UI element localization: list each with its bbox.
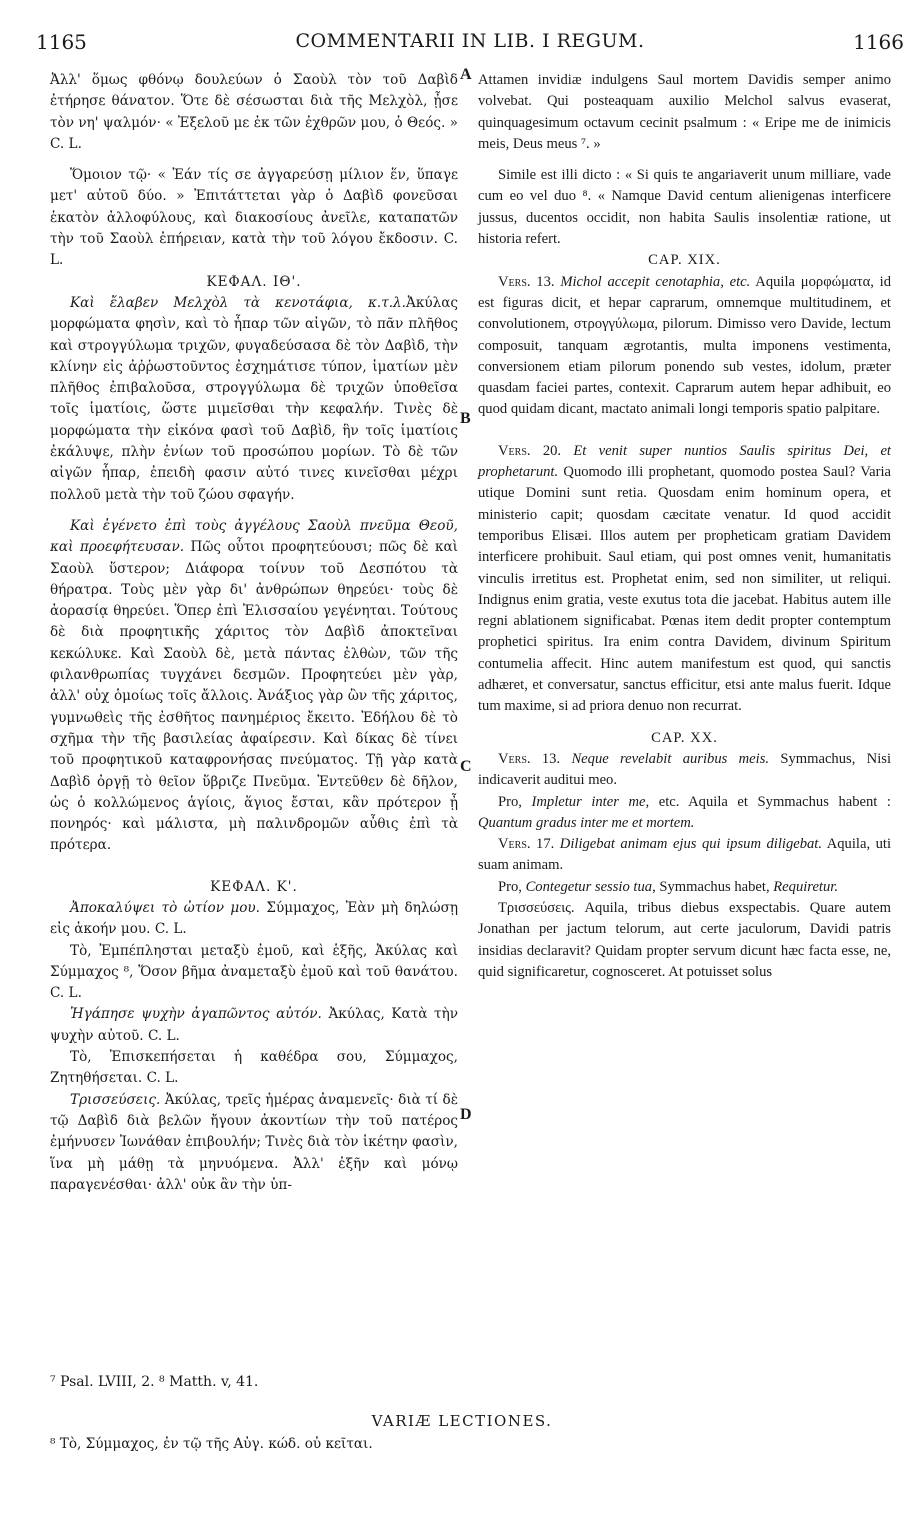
chapter-heading: CAP. XIX. — [648, 252, 721, 269]
verse-ref: Vers. 13. — [498, 750, 561, 767]
pro-label: Pro, — [498, 878, 522, 895]
lemma: Impletur inter me, — [531, 793, 650, 810]
commentary-text: Πῶς οὗτοι προφητεύουσι; πῶς δὲ καὶ Σαοὺλ ὕστερον; Διάφορα τοίνυν τοῦ Δεσπότου τὰ θήρατρα. Τοὺς μὲν γὰρ δι' ἀνθρώπων θηρεύει· τοὺς δὲ ἀορασίᾳ θηρεύει. Ὅπερ ἐπὶ Ἐλισσαίου γεγένηται. Τούτους δὲ διὰ προφητικῆς χάριτος τὸν Δαβὶδ ἀποκτεῖναι κεκώλυκε. Καὶ Σαοὺλ δὲ, μετὰ πάντας ἐλθὼν, τῶν τῆς φιλανθρωπίας τυγχάνει δεσμῶν. Προφητεύει μὲν γὰρ, ἀλλ' οὐχ ὁμοίως τοῖς ἄλλοις. Ἀνάξιος γὰρ ὢν τῆς χάριτος, γυμνωθεὶς τῆς ἐσθῆτος πανημέριος ἔκειτο. Ἐδήλου δὲ τὸ σχῆμα τὴν τῆς βασιλείας ἀφαίρεσιν. Καὶ δίκας δὲ τίνει τοῦ προφητικοῦ καταφρονήσας πνεύματος. Τῇ γὰρ κατὰ Δαβὶδ ὀργῇ τὸ θεῖον ὕβριζε Πνεῦμα. Ἐντεῦθεν δὲ δῆλον, ὡς ὁ κολλώμενος ἁγίοις, ἅγιος ἔσται, κἂν πρότερον ᾖ πονηρός· καὶ μάλιστα, μὴ παλινδρομῶν αὖθις ἐπὶ τὰ πρότερα. — [50, 539, 459, 854]
variae-lectiones-heading: VARIÆ LECTIONES. — [371, 1412, 553, 1430]
greek-paragraph: Τὸ, Ἐμπέπλησται μεταξὺ ἐμοῦ, καὶ ἑξῆς, Ἀκύλας καὶ Σύμμαχος ⁸, Ὅσον βῆμα ἀναμεταξὺ ἐμοῦ καὶ τοῦ θανάτου. C. L. — [50, 942, 458, 1002]
verse-ref: Vers. 13. — [498, 273, 555, 290]
lemma: Καὶ ἔλαβεν Μελχὸλ τὰ κενοτάφια, κ.τ.λ. — [70, 294, 406, 311]
lemma: Diligebat animam ejus qui ipsum diligebat. — [559, 836, 823, 853]
lemma: Τρισσεύσεις. — [70, 1091, 161, 1108]
commentary-text: Ἀκύλας, τρεῖς ἡμέρας ἀναμενεῖς· διὰ τί δὲ τῷ Δαβὶδ διὰ βελῶν ἤγουν ἀκοντίων τὴν τοῦ πατέρος ἐμήνυσεν Ἰωνάθαν ἐπιβουλήν; Τινὲς διὰ τὸν ἱκέτην φασὶν, ἵνα μὴ μάθῃ τὰ μηνυόμενα. Ἀλλ' ἐξῆν καὶ μόνῳ παραγενέσθαι· ἀλλ' οὐκ ἂν τὴν ὑπ- — [50, 1091, 458, 1193]
chapter-heading: ΚΕΦΑΛ. ΙΘ'. — [206, 273, 302, 290]
chapter-heading: ΚΕΦΑΛ. Κ'. — [210, 878, 298, 895]
latin-paragraph — [478, 272, 891, 421]
lemma: Quantum gradus inter me et mortem. — [478, 814, 695, 831]
latin-paragraph: Attamen invidiæ indulgens Saul mortem Davidis semper animo volvebat. Qui posteaquam auxilio Melchol salvus evaserat, quinquagesimum octavum cecinit psalmum : « Eripe me de inimicis meis, Deus meus ⁷. » — [478, 72, 891, 152]
latin-paragraph: Simile est illi dicto : « Si quis te angariaverit unum milliare, vade cum eo vel duo ⁸. « Namque David centum alienigenas interficere jussus, ducentos occidit, non habita Saulis insolentiæ ratione, ut historia refert. — [478, 167, 891, 248]
commentary-text: Aquila, tribus diebus exspectabis. Quare autem Jonathan per jactum telorum, aut certe jaculorum, Davidi patris insidias declaravit? Quidam propter servum dicunt hæc facta esse, ne, quid significaretur, cognosceret. At potuisset solus — [478, 899, 891, 980]
greek-paragraph: Ὅμοιον τῷ· « Ἐάν τίς σε ἀγγαρεύσῃ μίλιον ἕν, ὕπαγε μετ' αὐτοῦ δύο. » Ἐπιτάττεται γὰρ ὁ Δαβὶδ φονεῦσαι ἑκατὸν ἀλλοφύλους, καὶ διακοσίους ἀνεῖλε, καταπατῶν τὴν τοῦ Σαοὺλ ἐπήρειαν, κατὰ τὴν τοῦ λόγου ἔκδοσιν. C. L. — [50, 167, 458, 269]
greek-paragraph: Ἀλλ' ὅμως φθόνῳ δουλεύων ὁ Σαοὺλ τὸν τοῦ Δαβὶδ ἐτήρησε θάνατον. Ὅτε δὲ σέσωσται διὰ τῆς Μελχὸλ, ᾖσε τὸν νη' ψαλμόν· « Ἐξελοῦ με ἐκ τῶν ἐχθρῶν μου, ὁ Θεός. » C. L. — [50, 72, 458, 152]
greek-paragraph — [50, 898, 458, 941]
margin-marker-c: C — [460, 758, 472, 775]
lemma: Neque revelabit auribus meis. — [571, 750, 770, 767]
footnotes: ⁷ Psal. LVIII, 2. ⁸ Matth. v, 41. — [50, 1374, 259, 1390]
commentary-text: Quomodo illi prophetant, quomodo postea Saul? Varia utique Domini sunt retia. Quosdam enim hominum opera, et ministerio capit; quosdam cæcitate venatur. Id quod accidit temporibus Elisæi. Illos autem per propheticam gratiam Davidem interficere prohibuit. Saul etiam, qui post omnes venit, humanitatis vinculis irretitus est. Prophetat enim, sed non similiter, ut reliqui. Indignus enim gratia, veste exutus tota die jacebat. Habitus autem ille regni ablationem significabat. Pœnas item dedit propter contemptum prophetici spiritus. Ira enim contra Davidem, divinum Spiritum contumelia affecit. Hinc autem manifestum est quod, qui sanctis adhæret, et conversatur, sanctus efficitur, etsi ante malus fuerit. Idque tum maxime, si ad priora denuo non recurrat. — [478, 464, 891, 715]
latin-paragraph — [478, 792, 891, 835]
latin-column — [478, 70, 891, 983]
lemma: Ἠγάπησε ψυχὴν ἀγαπῶντος αὐτόν. — [70, 1006, 322, 1023]
chapter-heading: CAP. XX. — [651, 729, 718, 746]
margin-marker-d: D — [460, 1106, 472, 1123]
greek-paragraph — [50, 1004, 458, 1047]
page-number-left: 1165 — [36, 30, 87, 54]
lemma: Καὶ ἐγένετο ἐπὶ τοὺς ἀγγέλους Σαοὺλ πνεῦμα Θεοῦ, καὶ προεφήτευσαν. — [50, 517, 458, 556]
commentary-text: Aquila μορφώματα, id est figuras dicit, et hepar caprarum, omnemque multitudinem, et convolutionem, στρογγύλωμα, pilorum. Dimisso vero Davide, lectum composuit, tanquam ægrotantis, multa imponens vestimenta, conversionem etiam pilorum ponendo sub vestes, idolum, præter quasdam faciei partes, contexit. Caprarum autem hepar adhibuit, eo quod quidam dicant, mactato animali longi temporis spatio palpitare. — [478, 273, 891, 418]
verse-ref: Vers. 17. — [498, 836, 555, 853]
running-header — [36, 30, 904, 60]
latin-paragraph — [478, 749, 891, 792]
commentary-text: , Symmachus habet, — [652, 878, 770, 895]
verse-ref: Vers. 20. — [498, 442, 562, 459]
latin-paragraph — [478, 834, 891, 877]
greek-paragraph — [50, 516, 458, 857]
greek-column — [50, 70, 458, 1196]
commentary-text: etc. Aquila et Symmachus habent : — [658, 793, 891, 810]
lemma: Ἀποκαλύψει τὸ ὠτίον μου. — [70, 899, 260, 916]
running-title: COMMENTARII IN LIB. I REGUM. — [295, 30, 645, 52]
commentary-text: Ἀκύλας, Κατὰ τὴν ψυχὴν αὐτοῦ. C. L. — [50, 1006, 458, 1044]
latin-paragraph — [478, 898, 891, 983]
greek-paragraph: Τὸ, Ἐπισκεπήσεται ἡ καθέδρα σου, Σύμμαχος, Ζητηθήσεται. C. L. — [50, 1049, 458, 1087]
commentary-text: Symmachus, Nisi indicaverit auditui meo. — [478, 750, 892, 789]
latin-paragraph — [478, 441, 891, 718]
margin-marker-b: B — [460, 410, 471, 427]
margin-marker-a: A — [460, 66, 472, 83]
page-number-right: 1166 — [853, 30, 904, 54]
pro-label: Pro, — [498, 793, 522, 810]
lemma: Contegetur sessio tua — [525, 878, 653, 895]
lemma: Τρισσεύσεις. — [498, 899, 575, 916]
lemma: Michol accepit cenotaphia, etc. — [560, 273, 751, 290]
greek-paragraph — [50, 1090, 458, 1196]
variae-lectiones-note: ⁸ Τὸ, Σύμμαχος, ἐν τῷ τῆς Αὐγ. κώδ. οὐ κεῖται. — [50, 1436, 373, 1452]
latin-paragraph — [478, 877, 891, 898]
commentary-text: Ἀκύλας μορφώματα φησὶν, καὶ τὸ ἧπαρ τῶν αἰγῶν, τὸ πᾶν πλῆθος καὶ στρογγύλωμα τριχῶν, φυγαδεύσασα δὲ τὸν Δαβὶδ, τὴν κλίνην εἰς ἀῤῥωστοῦντος ἐσχημάτισε τύπον, ἱματίων μὲν πλῆθος ἐπιβαλοῦσα, στρογγύλωμα δὲ τριχῶν ὑποθεῖσα τοῖς ἱματίοις, ὥστε μιμεῖσθαι τὴν κεφαλήν. Τινὲς δὲ μορφώματα τὴν εἰκόνα φασὶ τοῦ Δαβὶδ, ἣν τοῖς ἱματίοις ἐκάλυψε, πλὴν ἐνίων τοῦ προσώπου μορίων. Τὸ δὲ τῶν αἰγῶν ἧπαρ, ἐπειδὴ φασιν αὐτό τινες κινεῖσθαι μέχρι πολλοῦ μετὰ τὴν τοῦ ζώου σφαγήν. — [50, 294, 458, 503]
commentary-text: Σύμμαχος, Ἐὰν μὴ δηλώσῃ εἰς ἀκοήν μου. C. L. — [50, 899, 459, 938]
lemma: Et venit super nuntios Saulis spiritus Dei, et prophetarunt. — [478, 442, 891, 481]
lemma: Requiretur. — [773, 878, 838, 895]
greek-paragraph — [50, 293, 458, 506]
commentary-text: Aquila, uti suam animam. — [478, 836, 891, 874]
